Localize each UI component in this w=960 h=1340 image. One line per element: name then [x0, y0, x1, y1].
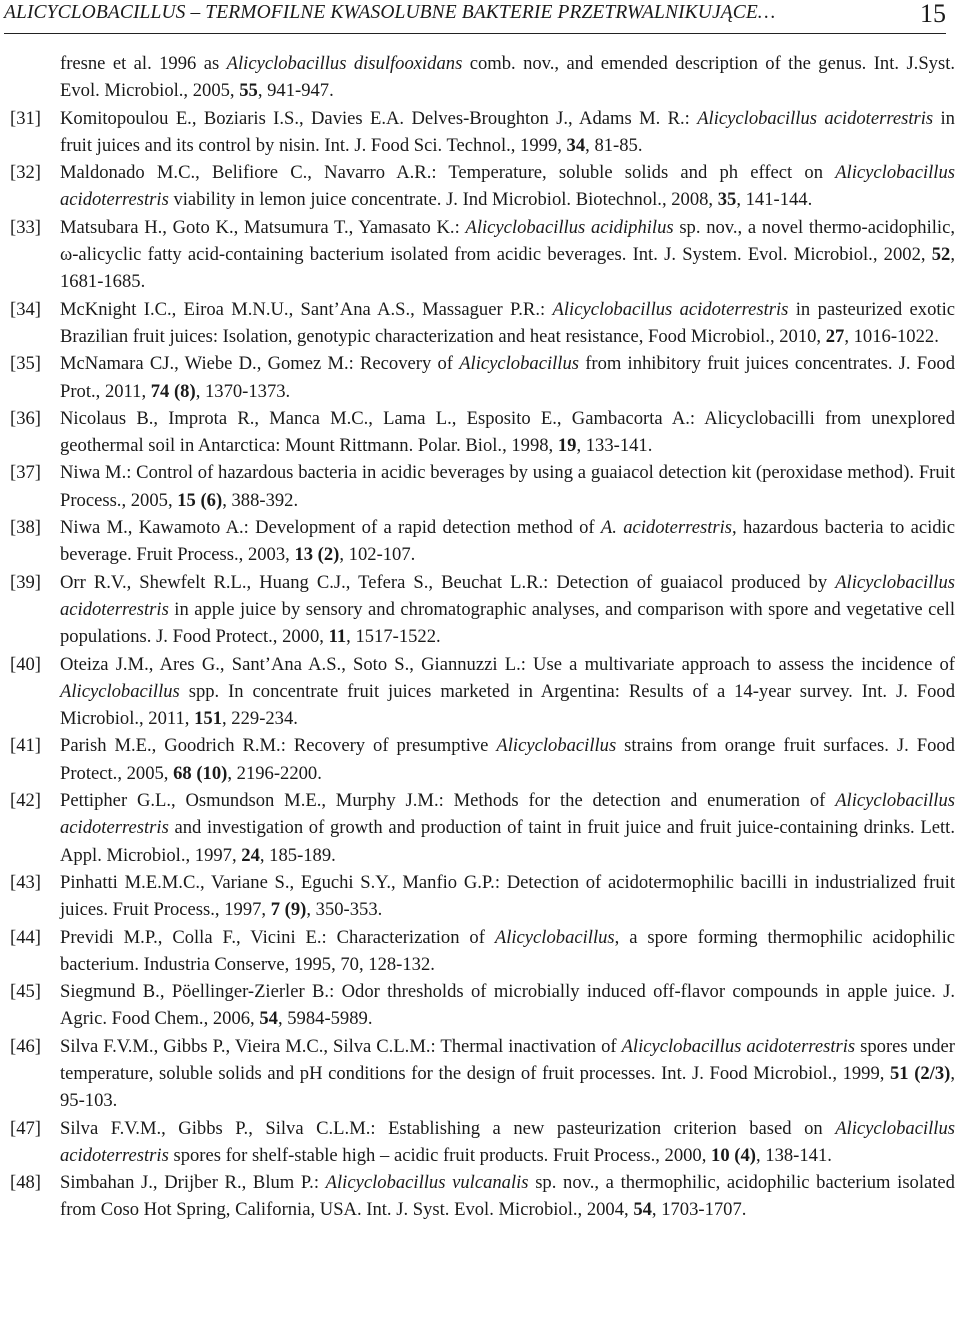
reference-text: [60, 569, 955, 651]
running-title: ALICYCLOBACILLUS – TERMOFILNE KWASOLUBNE BAKTERIE PRZETRWALNIKUJĄCE…: [4, 2, 776, 23]
reference-text-run: , 185-189.: [259, 844, 336, 866]
reference-number: [40]: [10, 653, 41, 675]
species-name: Alicyclobacillus: [494, 926, 615, 948]
reference-text: [60, 159, 955, 214]
reference-entry: [10, 405, 955, 460]
reference-entry: [10, 569, 955, 651]
reference-text-run: , 2196-2200.: [227, 762, 322, 784]
reference-text: [60, 50, 955, 105]
reference-entry: [10, 105, 955, 160]
reference-continuation: [10, 50, 955, 105]
reference-text-run: and investigation of growth and production of taint in fruit juice and fruit juice-containing drinks. Lett. Appl. Microbiol., 1997,: [60, 817, 955, 866]
reference-text: [60, 1033, 955, 1115]
species-name: Alicyclobacillus: [459, 353, 579, 375]
volume-number: 151: [194, 708, 222, 730]
reference-text-run: viability in lemon juice concentrate. J. Ind Microbiol. Biotechnol., 2008,: [168, 189, 718, 211]
reference-text-run: Matsubara H., Goto K., Matsumura T., Yamasato K.:: [60, 216, 466, 238]
volume-number: 54: [633, 1199, 652, 1221]
reference-text-run: Previdi M.P., Colla F., Vicini E.: Characterization of: [60, 926, 495, 948]
reference-text: [60, 1169, 955, 1224]
species-name: Alicyclobacillus acidoterrestris: [60, 571, 955, 620]
reference-number: [38]: [10, 517, 41, 539]
reference-entry: [10, 732, 955, 787]
reference-text: [60, 978, 955, 1033]
reference-text-run: , hazardous bacteria to acidic beverage. Fruit Process., 2003,: [60, 517, 955, 566]
reference-text-run: Silva F.V.M., Gibbs P., Silva C.L.M.: Establishing a new pasteurization criterion based on: [60, 1117, 836, 1139]
reference-number: [48]: [10, 1172, 41, 1194]
reference-entry: [10, 651, 955, 733]
reference-text-run: strains from orange fruit surfaces. J. Food Protect., 2005,: [60, 735, 955, 784]
reference-text-run: Pettipher G.L., Osmundson M.E., Murphy J.M.: Methods for the detection and enumeration of: [60, 790, 836, 812]
reference-text-run: , 138-141.: [755, 1144, 832, 1166]
reference-text: [60, 214, 955, 296]
reference-text-run: Niwa M., Kawamoto A.: Development of a rapid detection method of: [60, 517, 601, 539]
reference-text-run: spores for shelf-stable high – acidic fruit products. Fruit Process., 2000,: [168, 1144, 712, 1166]
reference-number: [33]: [10, 216, 41, 238]
species-name: Alicyclobacillus acidoterrestris: [60, 1117, 955, 1166]
reference-number: [41]: [10, 735, 41, 757]
reference-text-run: in apple juice by sensory and chromatographic analyses, and comparison with spore and vegetative cell populations. J. Food Protect., 2000,: [60, 598, 955, 648]
reference-number: [32]: [10, 162, 41, 184]
reference-text-run: fresne et al. 1996 as: [60, 53, 227, 74]
volume-number: 7 (9): [270, 899, 307, 921]
reference-entry: [10, 1033, 955, 1115]
reference-text-run: , 941-947.: [257, 80, 334, 102]
reference-number: [39]: [10, 571, 41, 593]
reference-text-run: spores under temperature, soluble solids and pH conditions for the design of fruit processes. Int. J. Food Microbiol., 1999,: [60, 1035, 955, 1084]
reference-text: [60, 732, 955, 787]
reference-text-run: Niwa M.: Control of hazardous bacteria in acidic beverages by using a guaiacol detection kit (peroxidase method). Fruit Process., 2005,: [60, 462, 955, 511]
reference-number: [45]: [10, 981, 41, 1003]
reference-text-run: , 1517-1522.: [346, 626, 441, 648]
reference-text-run: Silva F.V.M., Gibbs P., Vieira M.C., Silva C.L.M.: Thermal inactivation of: [60, 1035, 622, 1057]
reference-text-run: , 1370-1373.: [195, 380, 291, 402]
reference-text-run: , 1681-1685.: [60, 244, 955, 293]
reference-entry: [10, 159, 955, 214]
reference-number: [42]: [10, 790, 41, 812]
reference-text-run: McKnight I.C., Eiroa M.N.U., Sant’Ana A.S., Massaguer P.R.:: [60, 298, 553, 320]
reference-text: [60, 350, 955, 405]
volume-number: 51 (2/3): [890, 1062, 951, 1084]
running-header: [4, 0, 946, 30]
reference-text-run: Siegmund B., Pöellinger-Zierler B.: Odor thresholds of microbially induced off-flavor compounds in apple juice. J. Agric. Food Chem., 2006,: [60, 981, 955, 1030]
reference-text-run: , 229-234.: [222, 708, 298, 730]
species-name: Alicyclobacillus acidoterrestris: [697, 107, 934, 129]
reference-entry: [10, 1169, 955, 1224]
reference-text: [60, 869, 955, 924]
reference-text-run: Nicolaus B., Improta R., Manca M.C., Lama L., Esposito E., Gambacorta A.: Alicyclobacilli from unexplored geothermal soil in Antarctica: Mount Rittmann. Polar. Biol., 1998,: [60, 407, 955, 457]
reference-text-run: from inhibitory fruit juices concentrates. J. Food Prot., 2011,: [60, 353, 955, 402]
reference-entry: [10, 1115, 955, 1170]
volume-number: 54: [259, 1008, 278, 1030]
reference-text-run: in pasteurized exotic Brazilian fruit juices: Isolation, genotypic characterization and heat resistance, Food Microbiol., 2010,: [60, 298, 955, 347]
reference-text-run: Simbahan J., Drijber R., Blum P.:: [60, 1172, 326, 1194]
reference-text-run: comb. nov., and emended description of the genus. Int. J.Syst. Evol. Microbiol., 2005,: [60, 53, 956, 102]
volume-number: 74 (8): [150, 380, 196, 402]
reference-number: [34]: [10, 298, 41, 320]
volume-number: 11: [328, 626, 347, 648]
reference-text-run: sp. nov., a novel thermo-acidophilic, ω-alicyclic fatty acid-containing bacterium isolated from acidic beverages. Int. J. System. Evol. Microbiol., 2002,: [60, 216, 955, 266]
reference-text-run: Oteiza J.M., Ares G., Sant’Ana A.S., Soto S., Giannuzzi L.: Use a multivariate approach to assess the incidence of: [60, 653, 955, 675]
reference-number: [43]: [10, 871, 41, 893]
reference-text-run: Maldonado M.C., Belifiore C., Navarro A.R.: Temperature, soluble solids and ph effect on: [60, 162, 836, 184]
volume-number: 19: [557, 435, 577, 457]
reference-text-run: , 1703-1707.: [651, 1199, 747, 1221]
reference-number: [31]: [10, 107, 41, 129]
reference-number: [44]: [10, 926, 41, 948]
reference-number: [37]: [10, 462, 41, 484]
reference-text-run: , 5984-5989.: [277, 1008, 373, 1030]
reference-number: [46]: [10, 1035, 41, 1057]
reference-text-run: in fruit juices and its control by nisin. Int. J. Food Sci. Technol., 1999,: [60, 107, 955, 156]
species-name: Alicyclobacillus acidoterrestris: [621, 1035, 856, 1057]
species-name: Alicyclobacillus: [496, 735, 617, 757]
reference-text: [60, 405, 955, 460]
reference-entry: [10, 787, 955, 869]
reference-text-run: , 388-392.: [222, 489, 299, 511]
reference-text-run: spp. In concentrate fruit juices marketed in Argentina: Results of a 14-year survey. Int. J. Food Microbiol., 2011,: [60, 680, 955, 730]
species-name: Alicyclobacillus: [60, 680, 180, 702]
volume-number: 34: [566, 134, 586, 156]
reference-text-run: Parish M.E., Goodrich R.M.: Recovery of presumptive: [60, 735, 497, 757]
reference-text: [60, 651, 955, 733]
reference-entry: [10, 978, 955, 1033]
volume-number: 10 (4): [711, 1144, 756, 1166]
reference-text: [60, 924, 955, 979]
species-name: Alicyclobacillus vulcanalis: [325, 1172, 529, 1194]
reference-entry: [10, 869, 955, 924]
reference-text-run: , 1016-1022.: [844, 325, 939, 347]
reference-text-run: Pinhatti M.E.M.C., Variane S., Eguchi S.Y., Manfio G.P.: Detection of acidotermophilic bacilli in industrialized fruit juices. Fruit Process., 1997,: [60, 871, 955, 921]
reference-entry: [10, 459, 955, 514]
reference-text-run: McNamara CJ., Wiebe D., Gomez M.: Recovery of: [60, 353, 460, 375]
reference-text-run: Orr R.V., Shewfelt R.L., Huang C.J., Tefera S., Beuchat L.R.: Detection of guaiacol produced by: [60, 571, 836, 593]
volume-number: 52: [931, 244, 951, 266]
species-name: Alicyclobacillus acidoterrestris: [552, 298, 789, 320]
reference-text-run: Komitopoulou E., Boziaris I.S., Davies E.A. Delves-Broughton J., Adams M. R.:: [60, 107, 698, 129]
reference-text: [60, 296, 955, 351]
header-rule: [4, 33, 946, 34]
volume-number: 27: [825, 325, 845, 347]
volume-number: 68 (10): [173, 762, 228, 784]
reference-text-run: , 141-144.: [736, 189, 813, 211]
reference-text: [60, 514, 955, 569]
species-name: Alicyclobacillus acidiphilus: [465, 216, 674, 238]
volume-number: 55: [239, 80, 258, 102]
reference-text: [60, 787, 955, 869]
reference-entry: [10, 214, 955, 296]
species-name: Alicyclobacillus acidoterrestris: [60, 162, 955, 211]
reference-text-run: , 102-107.: [339, 544, 416, 566]
species-name: Alicyclobacillus disulfooxidans: [226, 53, 463, 74]
reference-text-run: , 350-353.: [306, 899, 383, 921]
reference-list: [10, 50, 955, 1224]
page-number: 15: [920, 0, 946, 28]
volume-number: 35: [717, 189, 737, 211]
volume-number: 13 (2): [294, 544, 340, 566]
volume-number: 24: [241, 844, 260, 866]
reference-number: [47]: [10, 1117, 41, 1139]
reference-text-run: , 81-85.: [585, 134, 643, 156]
reference-entry: [10, 924, 955, 979]
reference-entry: [10, 514, 955, 569]
reference-entry: [10, 296, 955, 351]
reference-text: [60, 1115, 955, 1170]
reference-text-run: , 95-103.: [60, 1062, 955, 1112]
reference-number: [35]: [10, 353, 41, 375]
volume-number: 15 (6): [177, 489, 223, 511]
species-name: Alicyclobacillus acidoterrestris: [60, 790, 955, 839]
reference-text-run: sp. nov., a thermophilic, acidophilic bacterium isolated from Coso Hot Spring, California, USA. Int. J. Syst. Evol. Microbiol., 2004,: [60, 1172, 955, 1221]
reference-text-run: , 133-141.: [576, 435, 653, 457]
reference-text: [60, 105, 955, 160]
species-name: A. acidoterrestris: [600, 517, 733, 539]
reference-text: [60, 459, 955, 514]
reference-entry: [10, 350, 955, 405]
reference-number: [36]: [10, 407, 41, 429]
reference-text-run: , a spore forming thermophilic acidophilic bacterium. Industria Conserve, 1995, 70, 128-132.: [60, 926, 955, 975]
